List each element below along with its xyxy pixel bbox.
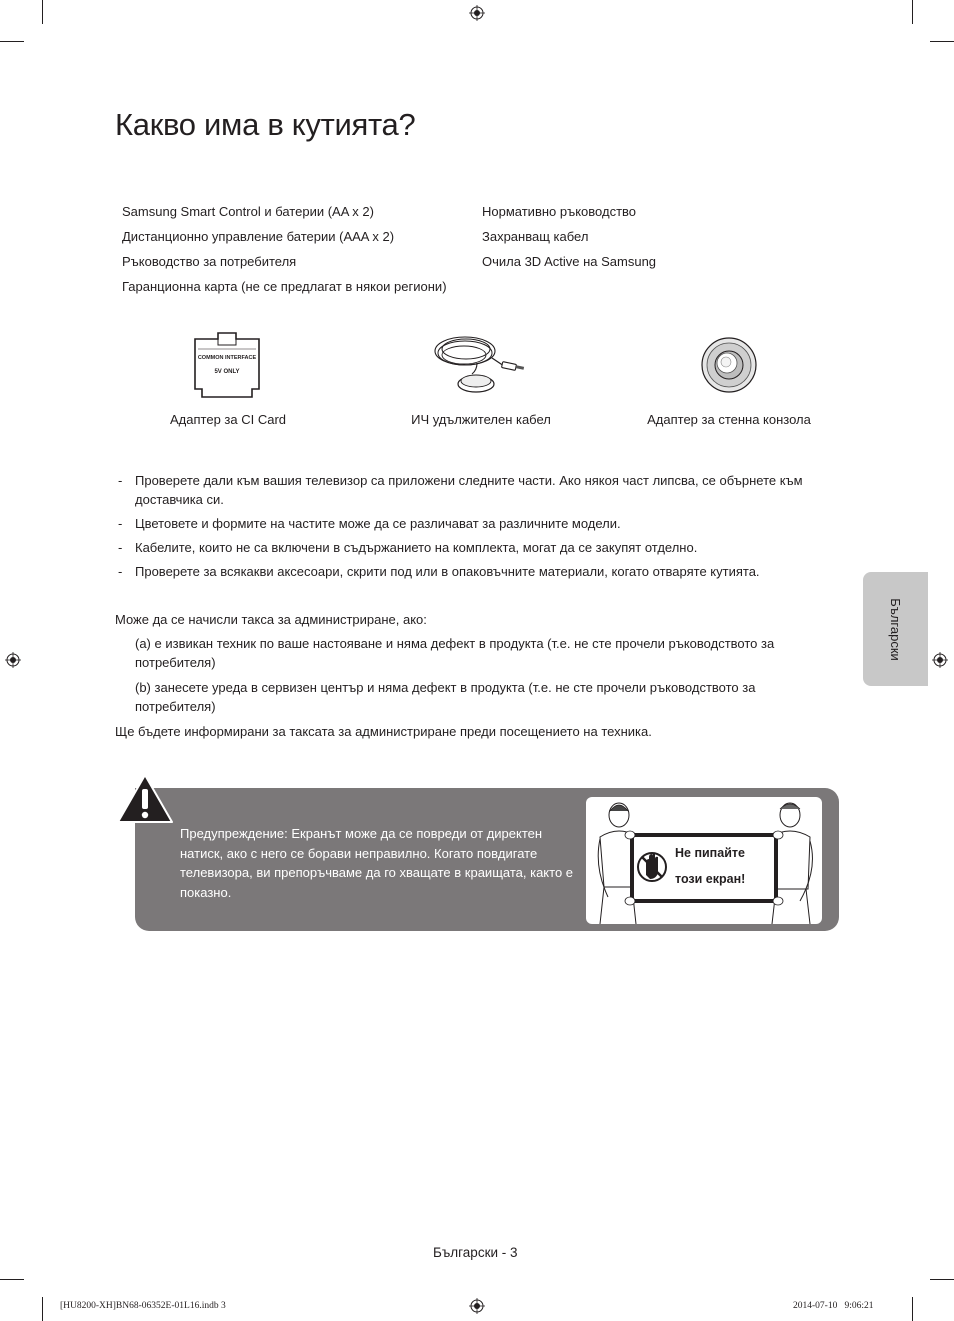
crop-mark xyxy=(0,1279,24,1280)
contents-item: Очила 3D Active на Samsung xyxy=(482,254,657,269)
people-holding-tv-icon xyxy=(586,797,822,924)
accessory-caption: Адаптер за стенна конзола xyxy=(647,412,811,427)
crop-mark xyxy=(42,1297,43,1321)
admin-fee-item: (b) занесете уреда в сервизен център и няма дефект в продукта (т.е. не сте прочели ръководството за потребителя) xyxy=(135,680,756,714)
warning-triangle-icon xyxy=(116,773,174,824)
note-dash: - xyxy=(118,564,123,579)
warning-label: Предупреждение xyxy=(180,826,285,841)
language-side-tab xyxy=(863,572,928,686)
contents-item: Ръководство за потребителя xyxy=(122,254,297,269)
note-item xyxy=(115,562,835,581)
registration-mark-icon xyxy=(5,652,21,668)
note-text: Кабелите, които не са включени в съдържанието на комплекта, могат да се закупят отделно. xyxy=(135,540,698,555)
tv-handling-illustration xyxy=(586,797,822,924)
note-text: Проверете за всякакви аксесоари, скрити под или в опаковъчните материали, когато отваряте кутията. xyxy=(135,564,760,579)
registration-mark-icon xyxy=(932,652,948,668)
contents-item: Захранващ кабел xyxy=(482,229,589,244)
contents-item: Дистанционно управление батерии (AAA x 2) xyxy=(122,229,395,244)
note-item xyxy=(115,538,835,557)
note-item xyxy=(115,471,835,509)
accessory-caption: Адаптер за CI Card xyxy=(170,412,286,427)
ci-card-label: 5V ONLY xyxy=(214,369,240,375)
note-item xyxy=(115,514,835,533)
registration-mark-icon xyxy=(469,5,485,21)
registration-mark-icon xyxy=(469,1298,485,1314)
contents-item: Нормативно ръководство xyxy=(482,204,637,219)
note-text: Проверете дали към вашия телевизор са приложени следните части. Ако някоя част липсва, се обърнете към доставчика си. xyxy=(135,473,803,507)
crop-mark xyxy=(930,41,954,42)
date-info: 2014-07-10 9:06:21 xyxy=(793,1301,874,1311)
ir-extender-cable-icon xyxy=(432,330,528,400)
crop-mark xyxy=(42,0,43,24)
file-info: [HU8200-XH]BN68-06352E-01L16.indb 3 xyxy=(60,1301,226,1311)
note-dash: - xyxy=(118,540,123,555)
admin-fee-item: (a) е извикан техник по ваше настояване и няма дефект в продукта (т.е. не сте прочели ръководството за потребителя) xyxy=(135,636,775,670)
accessory-caption: ИЧ удължителен кабел xyxy=(411,412,551,427)
crop-mark xyxy=(912,1297,913,1321)
note-text: Цветовете и формите на частите може да се различават за различните модели. xyxy=(135,516,621,531)
note-dash: - xyxy=(118,516,123,531)
crop-mark xyxy=(0,41,24,42)
note-dash: - xyxy=(118,473,123,488)
contents-item: Samsung Smart Control и батерии (AA x 2) xyxy=(122,204,374,219)
crop-mark xyxy=(912,0,913,24)
warning-text xyxy=(180,824,580,902)
ci-card-label: COMMON INTERFACE xyxy=(197,355,257,361)
contents-item: Гаранционна карта (не се предлагат в някои региони) xyxy=(122,279,447,294)
page-title: Какво има в кутията? xyxy=(115,107,416,142)
sign-line: Не пипайте xyxy=(675,846,745,860)
warning-body: : Екранът може да се повреди от директен натиск, ако с него се борави неправилно. Когато повдигате телевизора, ви препоръчваме да го хващате в краищата, както е показно. xyxy=(180,826,574,900)
language-tab-label: Български xyxy=(887,597,903,661)
admin-fee-closing: Ще бъдете информирани за таксата за администриране преди посещението на техника. xyxy=(115,724,652,739)
crop-mark xyxy=(930,1279,954,1280)
sign-line: този екран! xyxy=(675,872,746,886)
page-number-label: Български - 3 xyxy=(433,1245,518,1260)
admin-fee-intro: Може да се начисли такса за администриране, ако: xyxy=(115,612,427,627)
ci-card-adapter-icon xyxy=(192,331,262,399)
wall-mount-adapter-icon xyxy=(700,336,758,394)
